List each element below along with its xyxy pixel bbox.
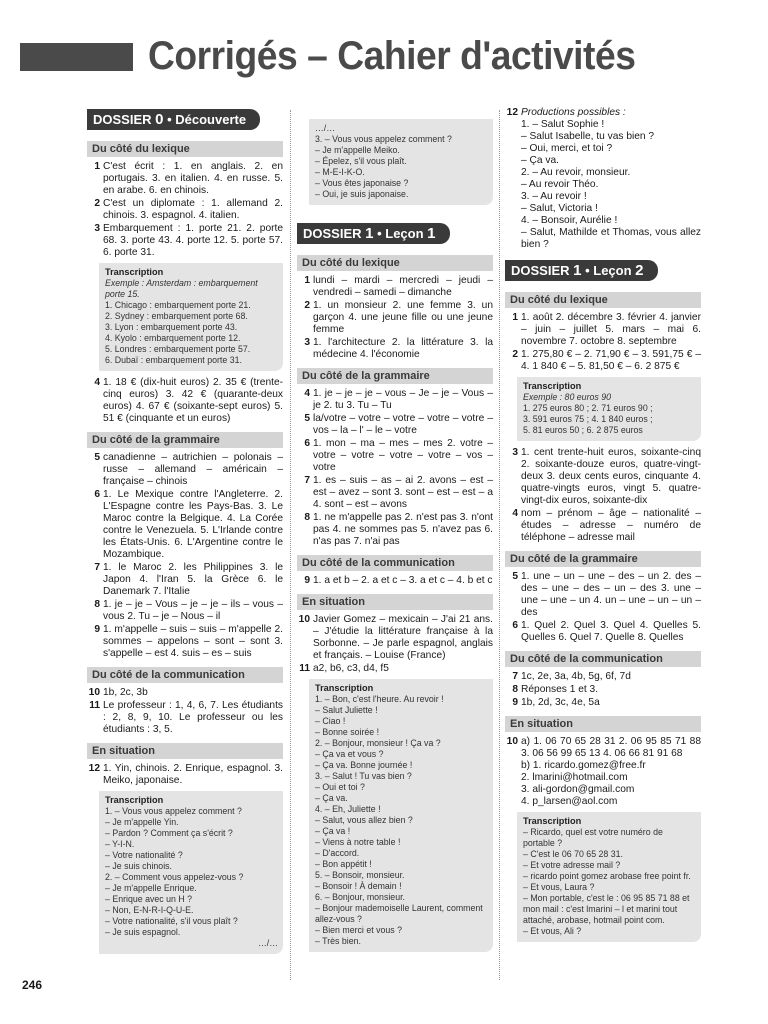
exercise-number: 10 [88, 687, 100, 698]
text-line: 1. – Vous vous appelez comment ? [105, 806, 242, 816]
exercise-answer: 1. Le Mexique contre l'Angleterre. 2. L'Espagne contre les Pays-Bas. 3. Le Maroc contre la Belgique. 4. La Corée contre le Venezuela. 5. L'Irlande contre les États-Unis. 6. L'Argentine contre le Mozambique. [103, 489, 283, 560]
text-line: – Oui, je suis japonaise. [315, 189, 409, 199]
text-line: – Votre nationalité ? [105, 850, 183, 860]
text-line: – Bonjour mademoiselle Laurent, comment allez-vous ? [315, 903, 483, 924]
exercise-item [505, 620, 701, 644]
exercise-answer: 1. une – un – une – des – un 2. des – des – une – des – un – des 3. une – une – une – un 4. un – une – un – un – des [521, 571, 701, 618]
exercise-item [87, 198, 283, 222]
text-line: – Votre nationalité, s'il vous plaît ? [105, 916, 238, 926]
exercise-item [505, 508, 701, 544]
exercise-item [87, 489, 283, 561]
exercise-answer: Javier Gomez – mexicain – J'ai 21 ans. – J'étudie la littérature française à la Sorbonne. – Je parle espagnol, anglais et français. – Louise (France) [313, 614, 493, 661]
exercise-number: 2 [94, 198, 100, 209]
text-line: – Je m'appelle Yin. [105, 817, 179, 827]
text-line: – Pardon ? Comment ça s'écrit ? [105, 828, 233, 838]
text-line: – Salut, Victoria ! [521, 203, 598, 214]
exercise-item [505, 671, 701, 683]
text-line: – Et vous, Laura ? [523, 882, 595, 892]
text-line: – Et votre adresse mail ? [523, 860, 621, 870]
section-communication: Du côté de la communication [297, 555, 493, 571]
text-line: – Ciao ! [315, 716, 346, 726]
exercise-number: 2 [512, 349, 518, 360]
exercise-number: 1 [304, 275, 310, 286]
exercise-number: 11 [89, 700, 100, 711]
text-line: – Salut Isabelle, tu vas bien ? [521, 131, 655, 142]
text-line: 3. – Salut ! Tu vas bien ? [315, 771, 412, 781]
exercise-item [87, 161, 283, 197]
column-3 [505, 107, 701, 948]
text-line: 3. – Vous vous appelez comment ? [315, 134, 452, 144]
exercise-item [505, 571, 701, 619]
section-situation: En situation [297, 594, 493, 610]
text-line: 1. Chicago : embarquement porte 21. [105, 300, 251, 310]
exercise-number: 5 [94, 452, 100, 463]
header-bar [20, 43, 133, 71]
exercise-answer: 1. je – je – Vous – je – je – ils – vous – vous 2. Tu – je – Nous – il [103, 599, 283, 622]
dossier-1-lecon-2-header: DOSSIER 1 • Leçon 2 [505, 260, 658, 281]
exercise-item [87, 223, 283, 259]
text-line: – Et vous, Ali ? [523, 926, 582, 936]
exercise-item [297, 388, 493, 412]
text-line: 4. – Eh, Juliette ! [315, 804, 381, 814]
exercise-item [297, 614, 493, 662]
column-2 [297, 107, 493, 958]
text-line: 1. – Salut Sophie ! [521, 119, 605, 130]
text-line: 4. – Bonsoir, Aurélie ! [521, 215, 618, 226]
text-line: 6. – Bonjour, monsieur. [315, 892, 405, 902]
exercise-item: 4 1. 18 € (dix-huit euros) 2. 35 € (trente-cinq euros) 3. 42 € (quarante-deux euros) 4. 67 € (soixante-sept euros) 5. 51 € (cinquante et un euros) [94, 377, 283, 424]
exercise-number: 9 [94, 624, 100, 635]
transcription-box: Transcription – Ricardo, quel est votre numéro de portable ? – C'est le 06 70 65 28 31. – Et votre adresse mail ? – ricardo point gomez arobase free point fr. – Et vous, Laura ? – Mon portable, c'est le : 06 95 85 71 88 et mon mail : c'est lmarini – l et marini tout attaché, arobase, hotmail point com. – Et vous, Ali ? [517, 812, 701, 942]
text-line: – Ça va. Bonne journée ! [315, 760, 413, 770]
text-line: 4. Kyolo : embarquement porte 12. [105, 333, 241, 343]
column-divider [290, 110, 291, 980]
section-lexique: Du côté du lexique [505, 292, 701, 308]
section-grammaire: Du côté de la grammaire [87, 432, 283, 448]
text-line: – Ça va. [315, 793, 348, 803]
text-line: – Oui et toi ? [315, 782, 365, 792]
text-line: – Ça va. [521, 155, 559, 166]
text-line: b) 1. ricardo.gomez@free.fr [521, 760, 646, 771]
exercise-answer: 1. Yin, chinois. 2. Enrique, espagnol. 3. Meiko, japonaise. [103, 763, 283, 786]
exercise-item [87, 687, 283, 699]
text-line: – Salut, vous allez bien ? [315, 815, 413, 825]
exercise-item [297, 438, 493, 474]
exercise-item [87, 452, 283, 488]
dossier-0-header: DOSSIER 0 • Découverte [87, 109, 260, 130]
exercise-item [297, 300, 493, 336]
exercise-item [297, 413, 493, 437]
section-situation: En situation [87, 743, 283, 759]
exercise-number: 5 [512, 571, 518, 582]
exercise-answer: 1. l'architecture 2. la littérature 3. la médecine 4. l'économie [313, 337, 493, 360]
text-line: – Enrique avec un H ? [105, 894, 193, 904]
exercise-answer: C'est écrit : 1. en anglais. 2. en portugais. 3. en italien. 4. en russe. 5. en arabe. 6. en chinois. [103, 161, 283, 196]
page-number: 246 [22, 978, 43, 992]
exercise-answer: 1. es – suis – as – ai 2. avons – est – est – avez – sont 3. sont – est – est – a 4. sont – est – avons [313, 475, 493, 510]
exercise-answer: 1c, 2e, 3a, 4b, 5g, 6f, 7d [521, 671, 631, 682]
exercise-answer: la/votre – votre – votre – votre – votre – vos – la – l' – le – votre [313, 413, 493, 436]
column-1 [87, 107, 283, 960]
text-line: – Épelez, s'il vous plaît. [315, 156, 407, 166]
text-line: 3. – Au revoir ! [521, 191, 587, 202]
transcription-box: Transcription Exemple : Amsterdam : embarquement porte 15. 1. Chicago : embarquement porte 21. 2. Sydney : embarquement porte 68. 3. Lyon : embarquement porte 43. 4. Kyolo : embarquement porte 12. 5. Londres : embarquement porte 57. 6. Dubaï : embarquement porte 31. [99, 263, 283, 371]
text-line: 2. – Comment vous appelez-vous ? [105, 872, 244, 882]
text-line: 1. – Bon, c'est l'heure. Au revoir ! [315, 694, 444, 704]
exercise-item [505, 684, 701, 696]
exercise-answer: C'est un diplomate : 1. allemand 2. chinois. 3. espagnol. 4. italien. [103, 198, 283, 221]
text-line: 2. – Bonjour, monsieur ! Ça va ? [315, 738, 441, 748]
section-lexique: Du côté du lexique [87, 141, 283, 157]
section-lexique: Du côté du lexique [297, 255, 493, 271]
text-line: – Au revoir Théo. [521, 179, 599, 190]
exercise-number: 8 [94, 599, 100, 610]
exercise-item [87, 700, 283, 736]
exercise-answer: 1. ne m'appelle pas 2. n'est pas 3. n'ont pas 4. ne sommes pas 5. n'avez pas 6. n'as pas 7. n'ai pas [313, 512, 493, 547]
exercise-item [297, 337, 493, 361]
exercise-number: 4 [304, 388, 310, 399]
text-line: – M-E-I-K-O. [315, 167, 365, 177]
exercise-number: 1 [94, 161, 100, 172]
exercise-number: 2 [304, 300, 310, 311]
exercise-number: 7 [512, 671, 518, 682]
exercise-number: 9 [304, 575, 310, 586]
exercise-item [297, 663, 493, 675]
exercise-item [87, 562, 283, 598]
text-line: 5. Londres : embarquement porte 57. [105, 344, 251, 354]
section-situation: En situation [505, 716, 701, 732]
transcription-continued-box: …/… 3. – Vous vous appelez comment ? – Je m'appelle Meiko. – Épelez, s'il vous plaît. – M-E-I-K-O. – Vous êtes japonaise ? – Oui, je suis japonaise. [309, 119, 493, 205]
text-line: 5. 81 euros 50 ; 6. 2 875 euros [523, 425, 643, 435]
exercise-answer: Le professeur : 1, 4, 6, 7. Les étudiants : 2, 8, 9, 10. Le professeur ou les étudiants : 3, 5. [103, 700, 283, 735]
exercise-number: 12 [88, 763, 100, 774]
transcription-box: Transcription 1. – Vous vous appelez comment ? – Je m'appelle Yin. – Pardon ? Comment ça s'écrit ? – Y-I-N. – Votre nationalité ? – Je suis chinois. 2. – Comment vous appelez-vous ? – Je m'appelle Enrique. – Enrique avec un H ? – Non, E-N-R-I-Q-U-E. – Votre nationalité, s'il vous plaît ? – Je suis espagnol. …/… [99, 791, 283, 954]
exercise-number: 9 [512, 697, 518, 708]
exercise-answer: 1. août 2. décembre 3. février 4. janvier – juin – juillet 5. mars – mai 6. novembre 7. octobre 8. septembre [521, 312, 701, 347]
text-line: – Non, E-N-R-I-Q-U-E. [105, 905, 194, 915]
transcription-box: Transcription 1. – Bon, c'est l'heure. Au revoir ! – Salut Juliette ! – Ciao ! – Bonne soirée ! 2. – Bonjour, monsieur ! Ça va ? – Ça va et vous ? – Ça va. Bonne journée ! 3. – Salut ! Tu vas bien ? – Oui et toi ? – Ça va. 4. – Eh, Juliette ! – Salut, vous allez bien ? – Ça va ! – Viens à notre table ! – D'accord. – Bon appétit ! 5. – Bonsoir, monsieur. – Bonsoir ! À demain ! 6. – Bonjour, monsieur. – Bonjour mademoiselle Laurent, comment allez-vous ? – Bien merci et vous ? – Très bien. [309, 679, 493, 952]
text-line: 1. 275 euros 80 ; 2. 71 euros 90 ; [523, 403, 653, 413]
exercise-number: 4 [512, 508, 518, 519]
exercise-item [505, 697, 701, 709]
exercise-answer: 1. Quel 2. Quel 3. Quel 4. Quelles 5. Quelles 6. Quel 7. Quelle 8. Quelles [521, 620, 701, 643]
dossier-1-lecon-1-header: DOSSIER 1 • Leçon 1 [297, 223, 450, 244]
exercise-number: 11 [299, 663, 310, 674]
text-line: – Ricardo, quel est votre numéro de portable ? [523, 827, 663, 848]
text-line: – Mon portable, c'est le : 06 95 85 71 88 et mon mail : c'est lmarini – l et marini tout attaché, arobase, hotmail point com. [523, 893, 690, 925]
exercise-answer: 1. mon – ma – mes – mes 2. votre – votre – votre – votre – votre – vos – votre [313, 438, 493, 473]
text-line: – Salut Juliette ! [315, 705, 378, 715]
exercise-number: 7 [94, 562, 100, 573]
exercise-item: 12 Productions possibles : 1. – Salut Sophie ! – Salut Isabelle, tu vas bien ? – Oui, merci, et toi ? – Ça va. 2. – Au revoir, monsieur. – Au revoir Théo. 3. – Au revoir ! – Salut, Victoria ! 4. – Bonsoir, Aurélie ! – Salut, Mathilde et Thomas, vous allez bien ? [506, 107, 701, 250]
exercise-item [297, 575, 493, 587]
text-line: – Je suis espagnol. [105, 927, 181, 937]
section-communication: Du côté de la communication [505, 651, 701, 667]
exercise-number: 8 [512, 684, 518, 695]
exercise-item [87, 763, 283, 787]
text-line: – Oui, merci, et toi ? [521, 143, 613, 154]
text-line: – Bonsoir ! À demain ! [315, 881, 402, 891]
exercise-item [87, 599, 283, 623]
exercise-item [505, 312, 701, 348]
text-line: – Bien merci et vous ? [315, 925, 403, 935]
text-line: – Je m'appelle Enrique. [105, 883, 197, 893]
exercise-answer: 1b, 2c, 3b [103, 687, 148, 698]
exercise-answer: a2, b6, c3, d4, f5 [313, 663, 389, 674]
exercise-answer: 1b, 2d, 3c, 4e, 5a [521, 697, 600, 708]
text-line: 2. – Au revoir, monsieur. [521, 167, 631, 178]
text-line: – Vous êtes japonaise ? [315, 178, 409, 188]
text-line: – Je suis chinois. [105, 861, 172, 871]
text-line: 3. Lyon : embarquement porte 43. [105, 322, 238, 332]
exercise-answer: 1. m'appelle – suis – suis – m'appelle 2. sommes – appelons – sont – sont 3. s'appelle – est 4. suis – es – suis [103, 624, 283, 659]
text-line: – Très bien. [315, 936, 361, 946]
section-grammaire: Du côté de la grammaire [297, 368, 493, 384]
exercise-answer: 1. a et b – 2. a et c – 3. a et c – 4. b et c [313, 575, 493, 586]
exercise-item [297, 512, 493, 548]
exercise-number: 6 [94, 489, 100, 500]
exercise-number: 7 [304, 475, 310, 486]
text-line: – Bon appétit ! [315, 859, 372, 869]
exercise-number: 3 [512, 447, 518, 458]
exercise-item [505, 349, 701, 373]
section-grammaire: Du côté de la grammaire [505, 551, 701, 567]
exercise-answer: 1. je – je – je – vous – Je – je – Vous – je 2. tu 3. Tu – Tu [313, 388, 493, 411]
exercise-item [505, 447, 701, 507]
exercise-answer: 1. un monsieur 2. une femme 3. un garçon 4. une jeune fille ou une jeune femme [313, 300, 493, 335]
text-line: 6. Dubaï : embarquement porte 31. [105, 355, 242, 365]
text-line: 5. – Bonsoir, monsieur. [315, 870, 405, 880]
exercise-answer: lundi – mardi – mercredi – jeudi – vendredi – samedi – dimanche [313, 275, 493, 298]
exercise-item: 10 a) 1. 06 70 65 28 31 2. 06 95 85 71 88 3. 06 56 99 65 13 4. 06 66 81 91 68 b) 1. ricardo.gomez@free.fr 2. lmarini@hotmail.com 3. ali-gordon@gmail.com 4. p_larsen@aol.com [506, 736, 701, 807]
text-line: 4. p_larsen@aol.com [521, 796, 618, 807]
text-line: – Je m'appelle Meiko. [315, 145, 400, 155]
text-line: a) 1. 06 70 65 28 31 2. 06 95 85 71 88 3. 06 56 99 65 13 4. 06 66 81 91 68 [521, 736, 701, 759]
section-communication: Du côté de la communication [87, 667, 283, 683]
text-line: 2. Sydney : embarquement porte 68. [105, 311, 248, 321]
transcription-box: Transcription Exemple : 80 euros 90 1. 275 euros 80 ; 2. 71 euros 90 ; 3. 591 euros 75 ; 4. 1 840 euros ; 5. 81 euros 50 ; 6. 2 875 euros [517, 377, 701, 441]
text-line: – D'accord. [315, 848, 360, 858]
column-divider [499, 110, 500, 980]
exercise-answer: nom – prénom – âge – nationalité – études – adresse – numéro de téléphone – adresse mail [521, 508, 701, 543]
exercise-item [297, 275, 493, 299]
exercise-number: 3 [94, 223, 100, 234]
exercise-number: 8 [304, 512, 310, 523]
text-line: – Bonne soirée ! [315, 727, 380, 737]
text-line: 3. ali-gordon@gmail.com [521, 784, 635, 795]
exercise-answer: 1. cent trente-huit euros, soixante-cinq 2. soixante-douze euros, quatre-vingt-deux 3. deux cents euros, cinquante 4. quatre-vingts euros, vingt 5. quatre-vingt-dix euros, soixante-dix [521, 447, 701, 506]
exercise-answer: 1. 275,80 € – 2. 71,90 € – 3. 591,75 € – 4. 1 840 € – 5. 81,50 € – 6. 2 875 € [521, 349, 701, 372]
text-line: – Ça va ! [315, 826, 351, 836]
text-line: – C'est le 06 70 65 28 31. [523, 849, 623, 859]
text-line: – Salut, Mathilde et Thomas, vous allez bien ? [521, 227, 701, 250]
exercise-answer: Embarquement : 1. porte 21. 2. porte 68. 3. porte 43. 4. porte 12. 5. porte 57. 6. porte 31. [103, 223, 283, 258]
exercise-number: 1 [512, 312, 518, 323]
text-line: 3. 591 euros 75 ; 4. 1 840 euros ; [523, 414, 653, 424]
exercise-item [297, 475, 493, 511]
page-title: Corrigés – Cahier d'activités [148, 34, 636, 78]
text-line: – ricardo point gomez arobase free point fr. [523, 871, 691, 881]
exercise-number: 6 [304, 438, 310, 449]
text-line: – Ça va et vous ? [315, 749, 384, 759]
text-line: 2. lmarini@hotmail.com [521, 772, 628, 783]
exercise-number: 3 [304, 337, 310, 348]
text-line: – Viens à notre table ! [315, 837, 401, 847]
exercise-answer: 1. le Maroc 2. les Philippines 3. le Japon 4. l'Iran 5. la Grèce 6. le Danemark 7. l'Italie [103, 562, 283, 597]
exercise-answer: Réponses 1 et 3. [521, 684, 599, 695]
exercise-answer: canadienne – autrichien – polonais – russe – allemand – américain – française – chinois [103, 452, 283, 487]
exercise-number: 6 [512, 620, 518, 631]
exercise-number: 10 [298, 614, 310, 625]
text-line: – Y-I-N. [105, 839, 135, 849]
exercise-number: 5 [304, 413, 310, 424]
exercise-item [87, 624, 283, 660]
